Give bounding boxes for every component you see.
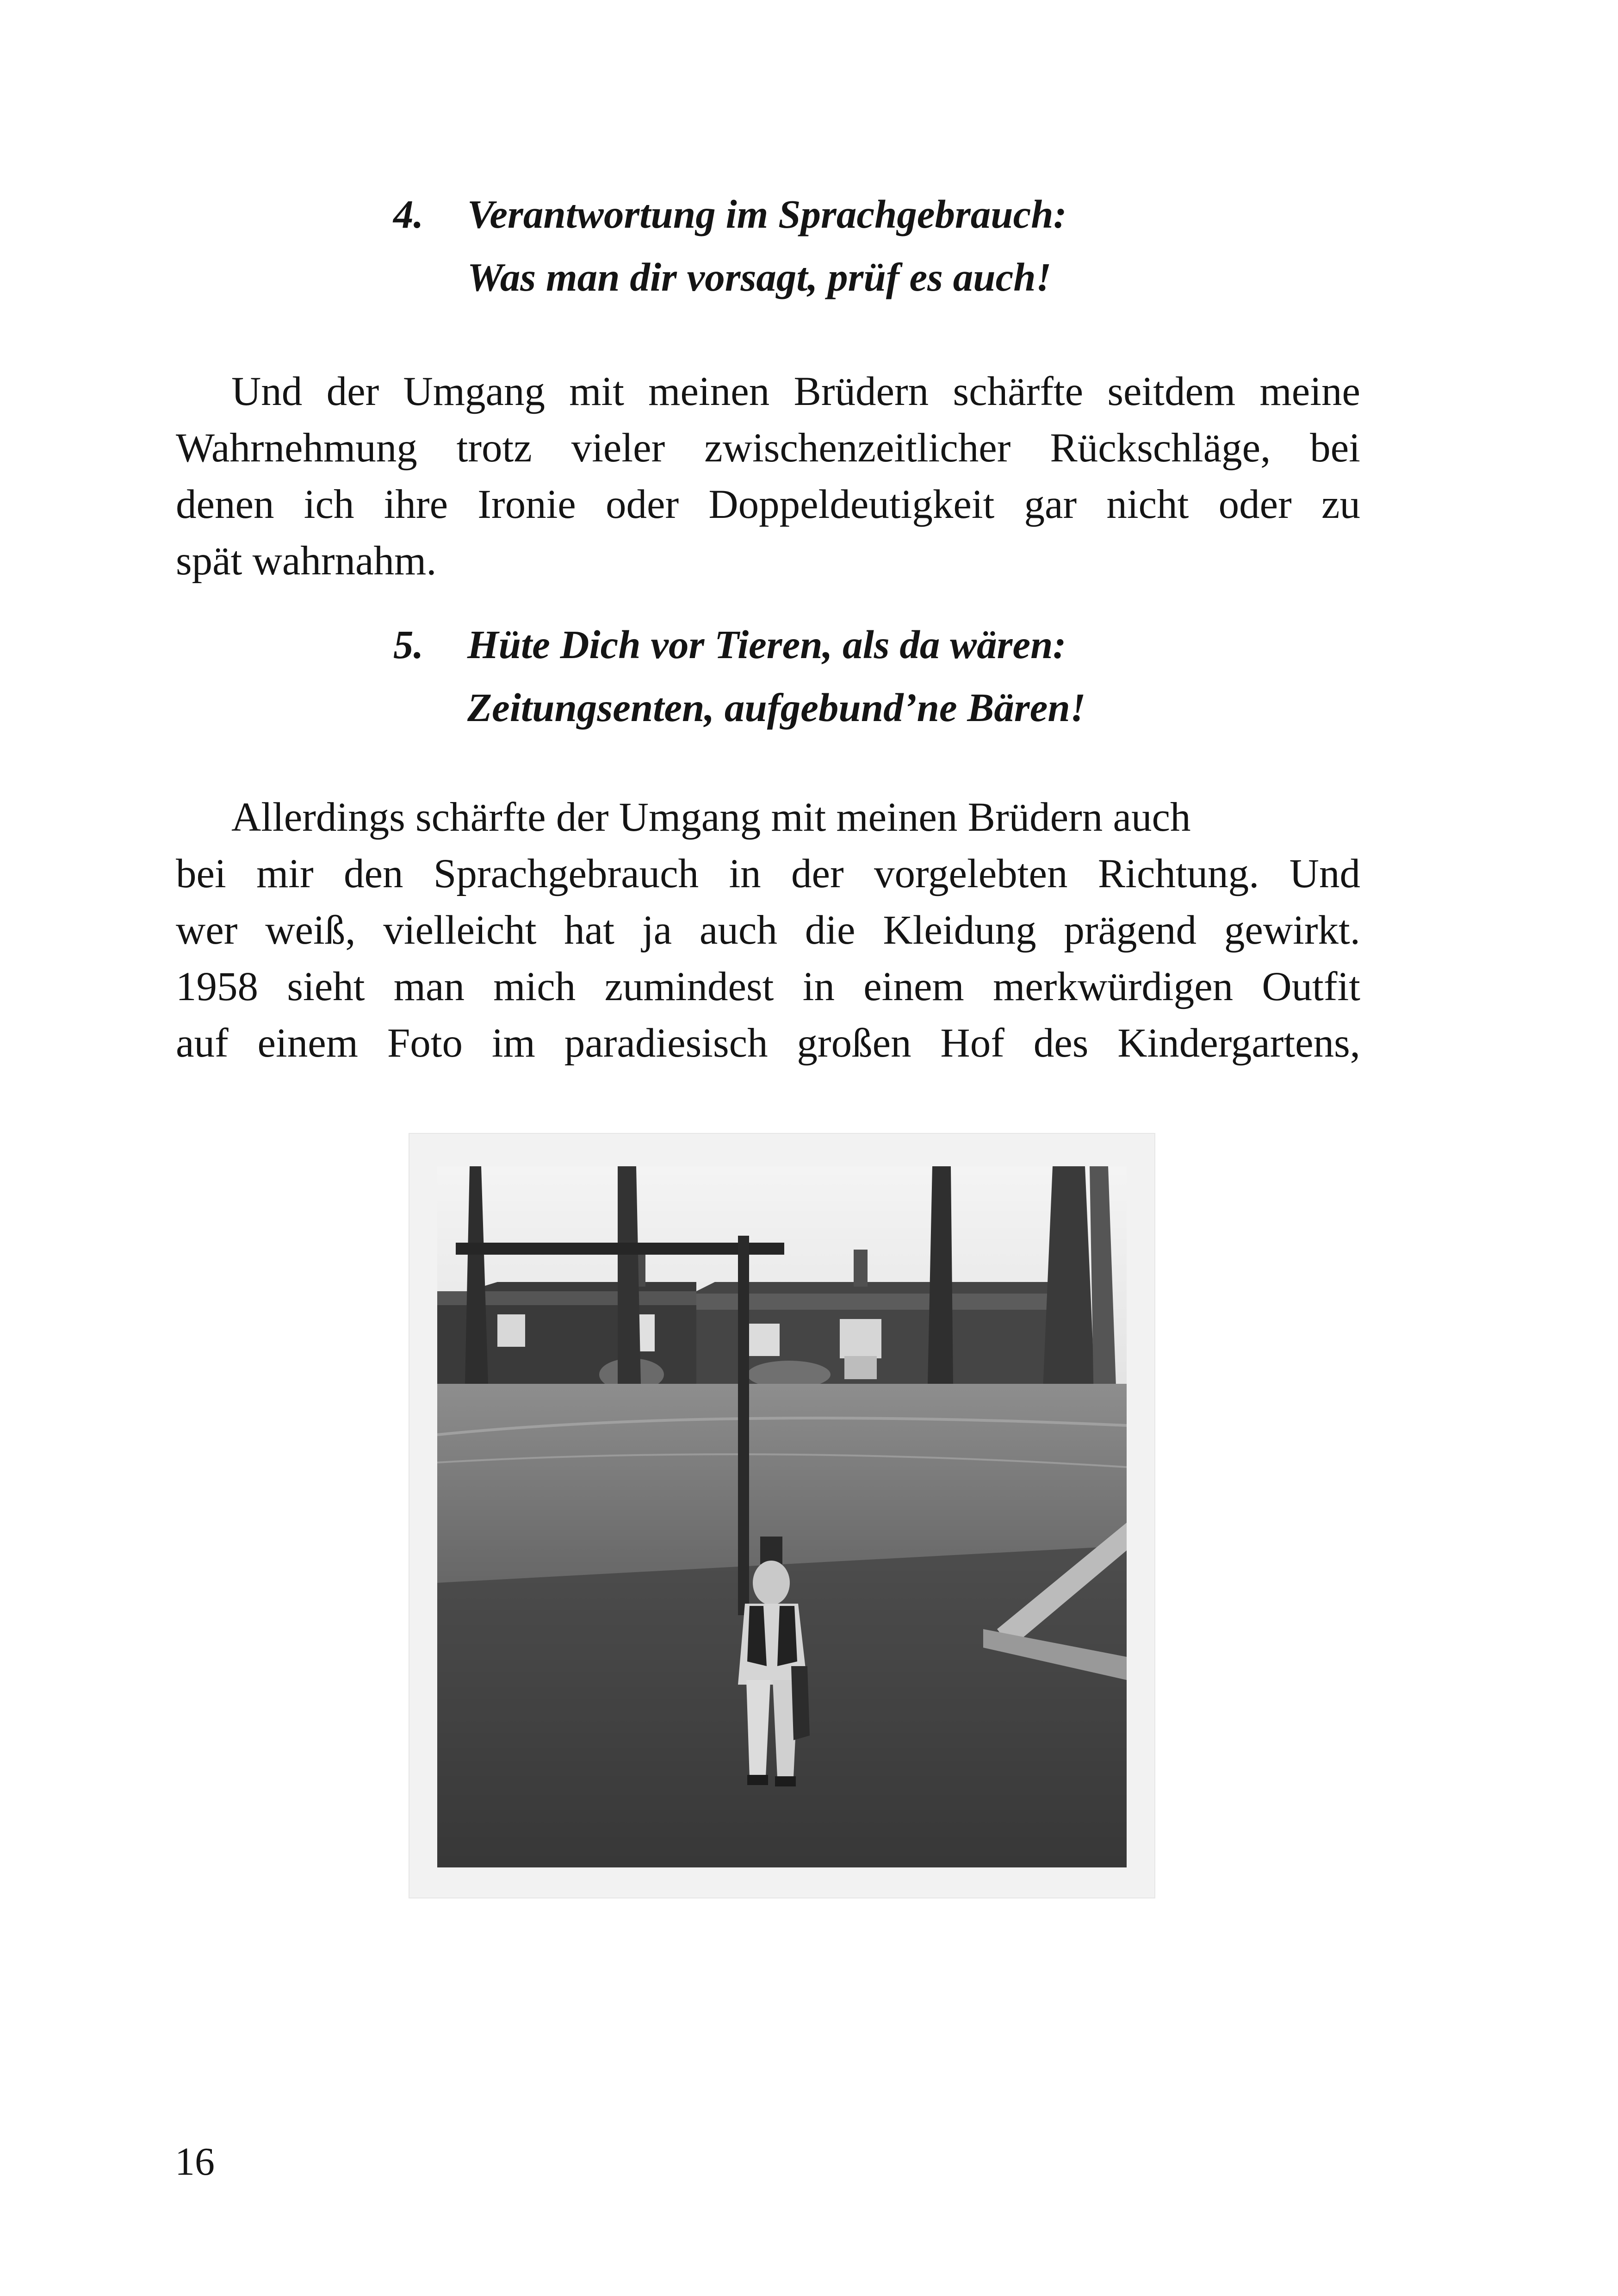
rule-4-text-1: Verantwortung im Sprachgebrauch: — [467, 192, 1067, 236]
paragraph-1-line-1: Und der Umgang mit meinen Brüdern schärfte seitdem meine — [231, 369, 1360, 414]
rule-5-number: 5. — [393, 622, 424, 667]
rule-5-line-2: Zeitungsenten, aufgebund’ne Bären! — [467, 685, 1086, 730]
paragraph-2-line-5: auf einem Foto im paradiesisch großen Hof des Kindergartens, — [176, 1020, 1360, 1066]
paragraph-2-line-2: bei mir den Sprachgebrauch in der vorgelebten Richtung. Und — [176, 851, 1360, 896]
rule-4 — [393, 183, 1272, 309]
paragraph-2 — [176, 789, 1360, 1071]
rule-5-text-1: Hüte Dich vor Tieren, als da wären: — [467, 622, 1066, 667]
rule-4-line-2: Was man dir vorsagt, prüf es auch! — [467, 255, 1052, 299]
paragraph-1 — [176, 363, 1360, 589]
paragraph-2-line-3: wer weiß, vielleicht hat ja auch die Kleidung prägend gewirkt. — [176, 908, 1360, 953]
wooden-beam — [456, 1243, 784, 1255]
paragraph-1-line-2: Wahrnehmung trotz vieler zwischenzeitlicher Rückschläge, bei — [176, 425, 1360, 471]
page-number: 16 — [175, 2139, 215, 2184]
rule-5 — [393, 613, 1272, 739]
kindergarten-photo — [409, 1134, 1154, 1898]
paragraph-2-line-1: Allerdings schärfte der Umgang mit meinen Brüdern auch — [231, 795, 1191, 840]
paragraph-1-line-3: denen ich ihre Ironie oder Doppeldeutigkeit gar nicht oder zu — [176, 482, 1360, 527]
paragraph-2-line-4: 1958 sieht man mich zumindest in einem merkwürdigen Outfit — [176, 964, 1360, 1009]
photo-image — [437, 1166, 1127, 1867]
rule-4-line-1 — [393, 183, 1272, 246]
rule-5-line-1 — [393, 613, 1272, 676]
rule-4-number: 4. — [393, 192, 424, 236]
paragraph-1-line-4: spät wahrnahm. — [176, 538, 437, 584]
wooden-post — [738, 1236, 749, 1615]
